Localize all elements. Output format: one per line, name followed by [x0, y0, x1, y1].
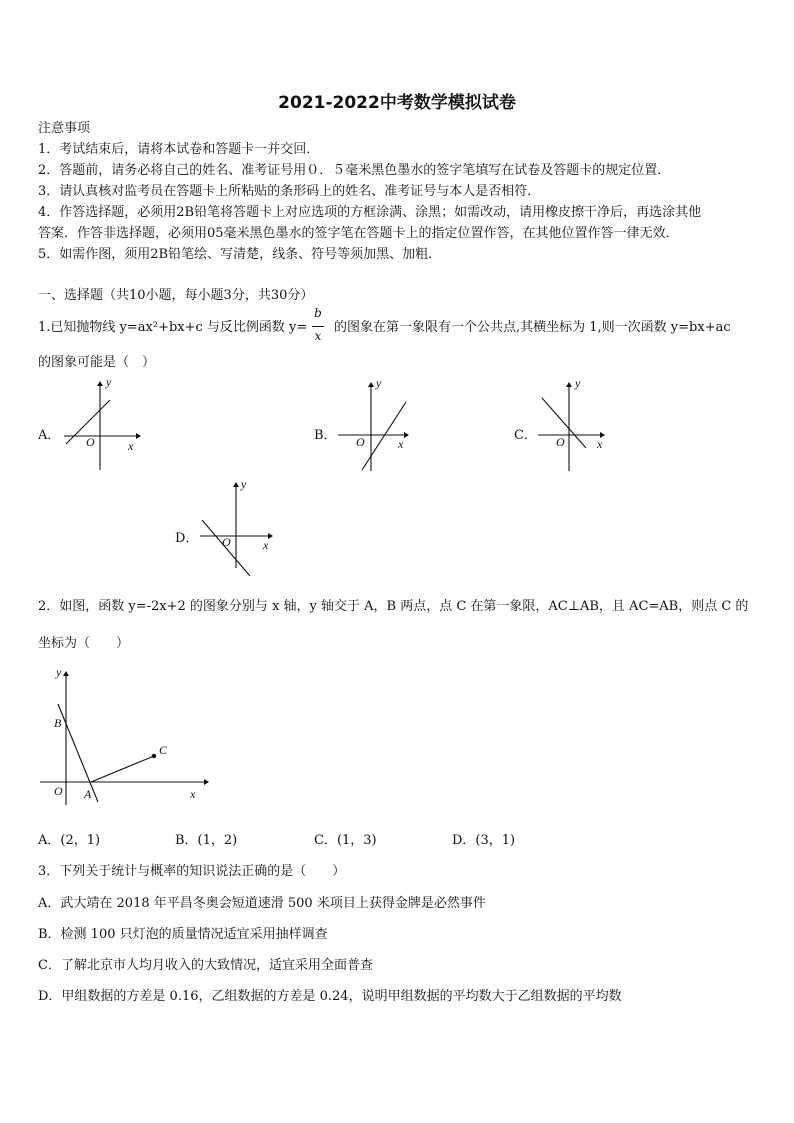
point-b-label: B [54, 716, 62, 730]
section-heading-choice: 一、选择题（共10小题，每小题3分，共30分） [38, 288, 314, 303]
origin-label: O [86, 435, 95, 449]
y-axis-label: y [56, 665, 62, 679]
q1-stem-part1: 1.已知抛物线 y=ax²+bx+c 与反比例函数 y= [38, 320, 308, 335]
q2-option-d: D．(3，1) [452, 833, 516, 848]
x-axis-label: x [398, 437, 404, 451]
y-axis-arrow [233, 482, 239, 487]
y-axis-arrow [368, 382, 374, 387]
origin-label: O [556, 435, 565, 449]
q1-fraction-numerator: b [314, 306, 322, 320]
x-axis-arrow [204, 779, 209, 785]
notice-item-4: 4．作答选择题，必须用2B铅笔将答题卡上对应选项的方框涂满、涂黑；如需改动，请用橡皮擦干净后，再选涂其他 [38, 205, 702, 220]
q2-stem-line1: 2．如图，函数 y=-2x+2 的图象分别与 x 轴，y 轴交于 A，B 两点，点 C 在第一象限，AC⊥AB，且 AC=AB，则点 C 的 [38, 599, 749, 614]
q2-figure [38, 662, 213, 807]
q1-option-d-label: D． [175, 531, 199, 546]
q1-stem-line2: 的图象可能是（ ） [38, 355, 156, 370]
q1-fraction-bar [312, 326, 324, 327]
x-axis-label: x [128, 439, 134, 453]
notice-item-1: 1．考试结束后，请将本试卷和答题卡一并交回． [38, 142, 320, 157]
x-axis-label: x [597, 437, 603, 451]
q1-option-c-label: C． [514, 428, 537, 443]
point-c-label: C [159, 743, 168, 757]
q2-option-c: C．(1，3) [314, 833, 377, 848]
x-axis-arrow [136, 433, 141, 439]
page-title: 2021-2022中考数学模拟试卷 [278, 93, 516, 113]
y-axis-label: y [106, 375, 112, 389]
origin-label: O [54, 784, 63, 798]
point-c [152, 754, 156, 758]
graph-line [362, 402, 406, 470]
segment-ac [91, 756, 154, 782]
y-axis-arrow [63, 671, 69, 676]
y-axis-label: y [376, 376, 382, 390]
q1-graph-c [534, 378, 614, 473]
q3-option-d: D．甲组数据的方差是 0.16，乙组数据的方差是 0.24，说明甲组数据的平均数大于乙组数据的平均数 [38, 989, 622, 1004]
y-axis-label: y [575, 376, 581, 390]
origin-label: O [356, 435, 365, 449]
notice-item-5: 5．如需作图，须用2B铅笔绘、写清楚，线条、符号等须加黑、加粗． [38, 247, 442, 262]
q1-stem-part2: 的图象在第一象限有一个公共点,其横坐标为 1,则一次函数 y=bx+ac [334, 320, 731, 335]
point-a-label: A [84, 787, 92, 801]
q2-option-a: A．(2，1) [38, 833, 101, 848]
q2-option-b: B．(1，2) [175, 833, 238, 848]
origin-label: O [222, 535, 231, 549]
x-axis-arrow [268, 533, 273, 539]
q1-graph-d [196, 478, 276, 578]
q3-option-a: A．武大靖在 2018 年平昌冬奥会短道速滑 500 米项目上获得金牌是必然事件 [38, 896, 486, 911]
q3-option-c: C．了解北京市人均月收入的大致情况，适宜采用全面普查 [38, 958, 373, 973]
notice-item-3: 3．请认真核对监考员在答题卡上所粘贴的条形码上的姓名、准考证号与本人是否相符． [38, 184, 541, 199]
notice-item-4-cont: 答案．作答非选择题，必须用05毫米黑色墨水的签字笔在答题卡上的指定位置作答，在其他位置作答一律无效． [38, 226, 679, 241]
q1-graph-a [60, 375, 140, 473]
q1-option-a-label: A． [38, 428, 61, 443]
q1-option-b-label: B． [314, 428, 337, 443]
y-axis-label: y [241, 477, 247, 491]
y-axis-arrow [566, 382, 572, 387]
q1-fraction-denominator: x [314, 329, 322, 343]
x-axis-label: x [190, 787, 196, 801]
notice-heading: 注意事项 [38, 121, 91, 136]
y-axis-arrow [97, 381, 103, 386]
notice-item-2: 2．答题前，请务必将自己的姓名、准考证号用０．５毫米黑色墨水的签字笔填写在试卷及答题卡的规定位置． [38, 163, 671, 178]
line-ab [58, 704, 98, 802]
q3-stem: 3．下列关于统计与概率的知识说法正确的是（ ） [38, 864, 346, 879]
q1-graph-b [334, 378, 414, 473]
x-axis-arrow [404, 432, 409, 438]
q3-option-b: B．检测 100 只灯泡的质量情况适宜采用抽样调查 [38, 927, 328, 942]
q2-stem-line2: 坐标为（ ） [38, 636, 130, 651]
x-axis-label: x [263, 538, 269, 552]
